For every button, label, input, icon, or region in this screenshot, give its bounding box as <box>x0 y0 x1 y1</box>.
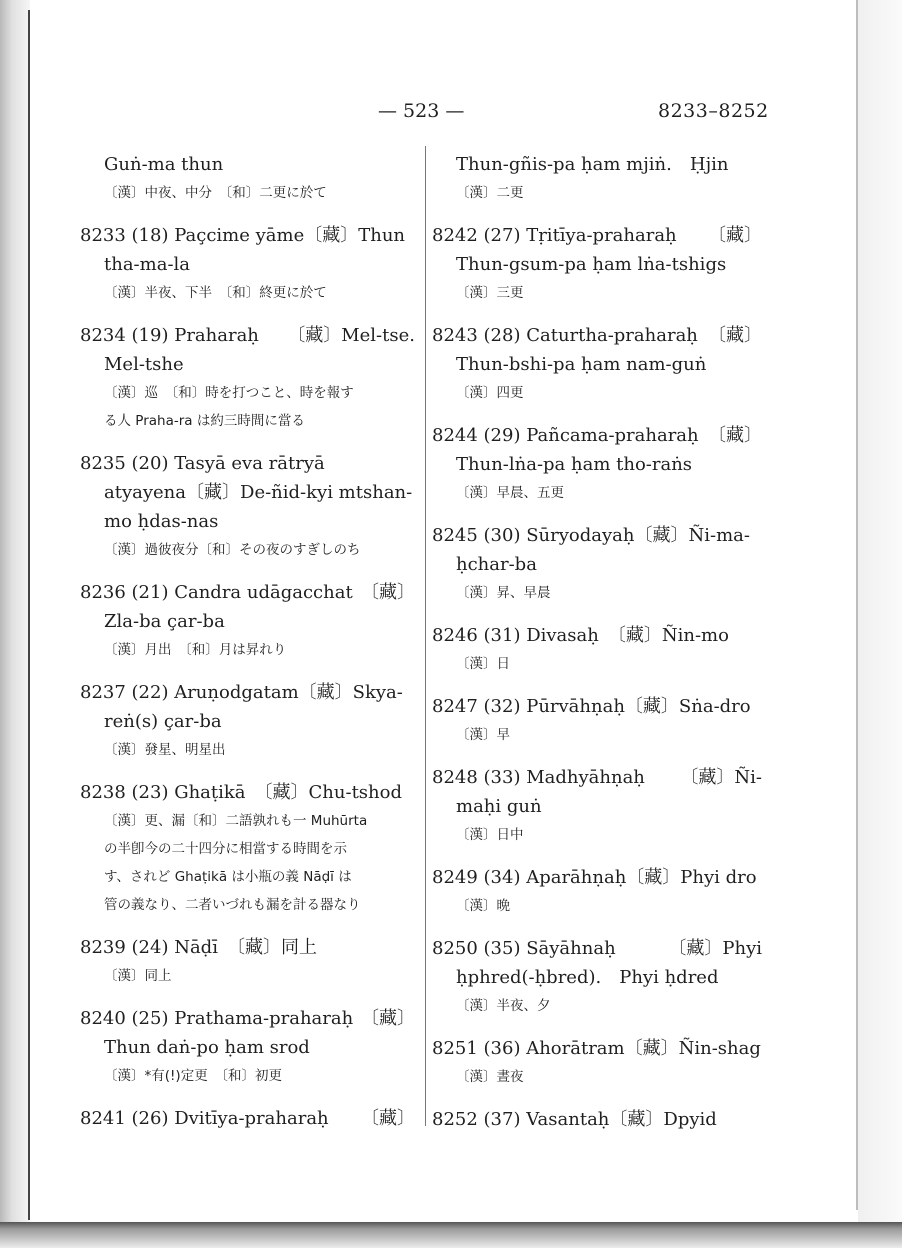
entry-gloss: す、されど Ghaṭikā は小瓶の義 Nāḍī は <box>104 869 352 885</box>
tibetan-marker: 〔藏〕 <box>708 325 762 346</box>
entry-headword <box>432 421 762 450</box>
entry-gloss: 〔漢〕過彼夜分〔和〕その夜のすぎしのち <box>104 542 361 558</box>
entry-headword: 8245 (30) Sūryodayaḥ〔藏〕Ñi-ma- <box>432 525 750 546</box>
entry-gloss: 〔漢〕二更 <box>456 185 524 201</box>
entry-headword <box>80 321 415 350</box>
entry-8246 <box>432 621 762 678</box>
entry-gloss: 〔漢〕晩 <box>456 898 510 914</box>
entry-gloss: 〔漢〕發星、明星出 <box>104 742 226 758</box>
entry-8244 <box>432 421 762 507</box>
entry-line: Guṅ-ma thun <box>104 154 224 175</box>
headword-text: 8236 (21) Candra udāgacchat <box>80 582 353 603</box>
entry-headword <box>432 934 762 963</box>
entry-gloss: 〔漢〕四更 <box>456 385 524 401</box>
entry-gloss: 〔漢〕中夜、中分 〔和〕二更に於て <box>104 185 327 201</box>
entry-8243 <box>432 321 762 407</box>
entry-gloss: 〔漢〕月出 〔和〕月は昇れり <box>104 642 287 658</box>
entry-line: tha-ma-la <box>104 254 191 275</box>
entry-line: Thun-gñis-pa ḥam mjiṅ. Ḥjin <box>456 154 729 175</box>
entry-line: mo ḥdas-nas <box>104 511 219 532</box>
tibetan-marker: 〔藏〕 <box>708 425 762 446</box>
page-number: — 523 — <box>378 100 465 122</box>
headword-text: 8241 (26) Dvitīya-praharaḥ <box>80 1108 329 1129</box>
entry-gloss: の半卽今の二十四分に相當する時間を示 <box>104 841 347 857</box>
entry-headword: 8251 (36) Ahorātram〔藏〕Ñin-shag <box>432 1038 761 1059</box>
entry-range: 8233–8252 <box>658 100 769 122</box>
entry-headword <box>80 1104 415 1133</box>
headword-text: 8240 (25) Prathama-praharaḥ <box>80 1008 354 1029</box>
entry-gloss: 〔漢〕日 <box>456 656 510 672</box>
entry-8239 <box>80 933 415 990</box>
entry-line: atyayena〔藏〕De-ñid-kyi mtshan- <box>104 482 413 503</box>
entry-headword: 8239 (24) Nāḍī 〔藏〕同上 <box>80 937 317 958</box>
entry-line: Thun-gsum-pa ḥam lṅa-tshigs <box>456 254 727 275</box>
entry-headword: 8252 (37) Vasantaḥ〔藏〕Dpyid <box>432 1109 717 1130</box>
page-header <box>0 100 902 130</box>
entry-8235 <box>80 449 415 564</box>
entry-continuation-left <box>80 150 415 207</box>
entry-headword <box>432 221 762 250</box>
entry-headword: 8238 (23) Ghaṭikā 〔藏〕Chu-tshod <box>80 782 402 803</box>
headword-text: 8250 (35) Sāyāhnaḥ <box>432 938 616 959</box>
entry-8241 <box>80 1104 415 1133</box>
entry-headword: 8237 (22) Aruṇodgatam〔藏〕Skya- <box>80 682 403 703</box>
entry-gloss: 〔漢〕半夜、夕 <box>456 998 551 1014</box>
entry-8234 <box>80 321 415 435</box>
entry-line: Thun-bshi-pa ḥam nam-guṅ <box>456 354 707 375</box>
entry-line: reṅ(s) çar-ba <box>104 711 222 732</box>
entry-gloss: 〔漢〕日中 <box>456 827 524 843</box>
scan-binding-line <box>28 10 30 1220</box>
entry-line: ḥchar-ba <box>456 554 537 575</box>
entry-8233 <box>80 221 415 307</box>
entry-gloss: 〔漢〕早晨、五更 <box>456 485 564 501</box>
headword-text: 8244 (29) Pañcama-praharaḥ <box>432 425 699 446</box>
entry-8238 <box>80 778 415 919</box>
entry-8247 <box>432 692 762 749</box>
tibetan-marker: 〔藏〕 <box>361 1008 415 1029</box>
entry-8249 <box>432 863 762 920</box>
entry-gloss: 〔漢〕半夜、下半 〔和〕終更に於て <box>104 285 327 301</box>
entry-8251 <box>432 1034 762 1091</box>
entry-line: Zla-ba çar-ba <box>104 611 225 632</box>
entry-gloss: 〔漢〕*有(!)定更 〔和〕初更 <box>104 1068 282 1084</box>
entry-headword: 8233 (18) Paçcime yāme〔藏〕Thun <box>80 225 406 246</box>
entry-8250 <box>432 934 762 1020</box>
headword-text: 8242 (27) Tṛitīya-praharaḥ <box>432 225 677 246</box>
entry-headword <box>80 1004 415 1033</box>
entry-gloss: 〔漢〕三更 <box>456 285 524 301</box>
scan-bottom-edge <box>0 1222 902 1248</box>
headword-text: 8243 (28) Caturtha-praharaḥ <box>432 325 698 346</box>
entry-8245 <box>432 521 762 607</box>
tibetan-equivalent: 〔藏〕Mel-tse. <box>287 325 415 346</box>
entry-8252 <box>432 1105 762 1134</box>
entry-line: Thun-lṅa-pa ḥam tho-raṅs <box>456 454 693 475</box>
entry-gloss: 〔漢〕晝夜 <box>456 1069 524 1085</box>
entry-headword: 8246 (31) Divasaḥ 〔藏〕Ñin-mo <box>432 625 729 646</box>
entry-8236 <box>80 578 415 664</box>
entry-gloss: 管の義なり、二者いづれも漏を計る器なり <box>104 897 361 913</box>
entry-8242 <box>432 221 762 307</box>
entry-headword <box>80 578 415 607</box>
right-column <box>432 150 762 1148</box>
tibetan-marker: 〔藏〕 <box>361 1108 415 1129</box>
entry-gloss: る人 Praha-ra は約三時間に當る <box>104 413 305 429</box>
entry-headword <box>432 763 762 792</box>
entry-gloss: 〔漢〕昇、早晨 <box>456 585 551 601</box>
entry-8248 <box>432 763 762 849</box>
entry-line: Thun daṅ-po ḥam srod <box>104 1037 310 1058</box>
scan-left-edge <box>0 0 30 1248</box>
entry-line: Mel-tshe <box>104 354 184 375</box>
entry-line: ḥphred(-ḥbred). Phyi ḥdred <box>456 967 719 988</box>
entry-gloss: 〔漢〕同上 <box>104 968 172 984</box>
entry-headword: 8249 (34) Aparāhṇaḥ〔藏〕Phyi dro <box>432 867 757 888</box>
headword-text: 8248 (33) Madhyāhṇaḥ <box>432 767 645 788</box>
entry-gloss: 〔漢〕巡 〔和〕時を打つこと、時を報す <box>104 385 354 401</box>
entry-8240 <box>80 1004 415 1090</box>
entry-headword: 8247 (32) Pūrvāhṇaḥ〔藏〕Sṅa-dro <box>432 696 751 717</box>
scan-right-margin <box>858 0 902 1248</box>
tibetan-equivalent: 〔藏〕Ñi- <box>680 767 762 788</box>
entry-gloss: 〔漢〕更、漏〔和〕二語孰れも一 Muhūrta <box>104 813 368 829</box>
entry-headword <box>432 321 762 350</box>
tibetan-marker: 〔藏〕 <box>708 225 762 246</box>
left-column <box>80 150 415 1147</box>
entry-headword: 8235 (20) Tasyā eva rātryā <box>80 453 325 474</box>
entry-line: maḥi guṅ <box>456 796 542 817</box>
headword-text: 8234 (19) Praharaḥ <box>80 325 259 346</box>
tibetan-equivalent: 〔藏〕Phyi <box>668 938 762 959</box>
entry-gloss: 〔漢〕早 <box>456 727 510 743</box>
tibetan-marker: 〔藏〕 <box>361 582 415 603</box>
entry-continuation-right <box>432 150 762 207</box>
column-divider <box>425 146 426 1126</box>
entry-8237 <box>80 678 415 764</box>
